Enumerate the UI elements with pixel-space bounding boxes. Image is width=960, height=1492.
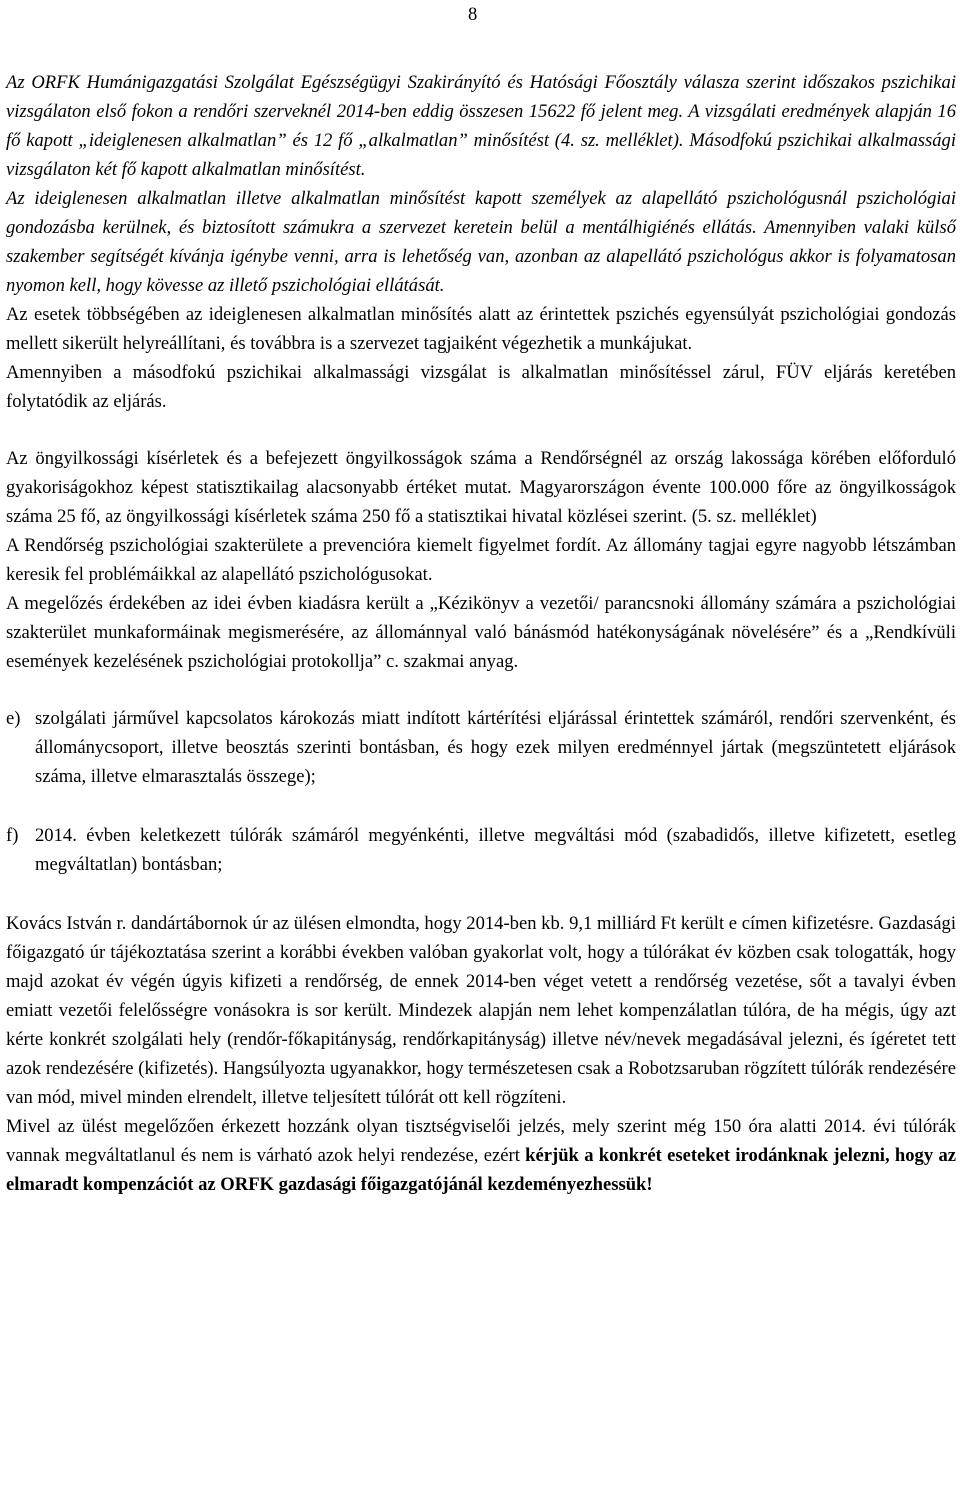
- paragraph-handbook: A megelőzés érdekében az idei évben kiadásra került a „Kézikönyv a vezetői/ parancsnoki állomány számára a pszichológiai szakterület munkaformáinak megismerésére, az állománnyal való bánásmód hatékonyságának növelésére” és a „Rendkívüli események kezelésének pszichológiai protokollja” c. szakmai anyag.: [6, 593, 956, 672]
- list-item-text: 2014. évben keletkezett túlórák számáról megyénkénti, illetve megváltási mód (szabadidős, illetve kifizetett, esetleg megváltatlan) bontásban;: [35, 825, 956, 875]
- paragraph-psychologist-care: Az ideiglenesen alkalmatlan illetve alkalmatlan minősítést kapott személyek az alapellátó pszichológusnál pszichológiai gondozásba kerülnek, és biztosított számukra a szervezet keretein belül a mentálhigiénés ellátás. Amennyiben valaki külső szakember segítségét kívánja igénybe venni, arra is lehetőség van, azonban az alapellátó pszichológus akkor is folyamatosan nyomon kell, hogy kövesse az illető pszichológiai ellátását.: [6, 188, 956, 296]
- document-body: [6, 68, 956, 1199]
- list-item-f: [6, 821, 956, 879]
- paragraph-suicide-stats: Az öngyilkossági kísérletek és a befejezett öngyilkosságok száma a Rendőrségnél az ország lakossága körében előforduló gyakoriságokhoz képest statisztikailag alacsonyabb értéket mutat. Magyarországon évente 100.000 főre az öngyilkosságok száma 25 fő, az öngyilkossági kísérletek száma 250 fő a statisztikai hivatal közlései szerint. (5. sz. melléklet): [6, 448, 956, 527]
- paragraph-majority-cases: Az esetek többségében az ideiglenesen alkalmatlan minősítés alatt az érintettek pszichés egyensúlyát pszichológiai gondozás mellett sikerült helyreállítani, és továbbra is a szervezet tagjaiként végezhetik a munkájukat.: [6, 304, 956, 354]
- paragraph-prevention: A Rendőrség pszichológiai szakterülete a prevencióra kiemelt figyelmet fordít. Az állomány tagjai egyre nagyobb létszámban keresik fel problémáikkal az alapellátó pszichológusokat.: [6, 535, 956, 585]
- paragraph-overtime-statement: Kovács István r. dandártábornok úr az ülésen elmondta, hogy 2014-ben kb. 9,1 milliárd Ft került e címen kifizetésre. Gazdasági főigazgató úr tájékoztatása szerint a korábbi években valóban gyakorlat volt, hogy a túlórákat év közben csak tologatták, hogy majd azokat év végén úgyis kifizeti a rendőrség, de ennek 2014-ben véget vetett a rendőrség vezetése, sőt a tavalyi évben emiatt vezetői felelősségre vonásokra is sor került. Mindezek alapján nem lehet kompenzálatlan túlóra, de ha mégis, úgy azt kérte konkrét szolgálati hely (rendőr-főkapitányság, rendőrkapitányság) illetve név/nevek megadásával jelezni, és ígéretet tett azok rendezésére (kifizetés). Hangsúlyozta ugyanakkor, hogy természetesen csak a Robotzsaruban rögzített túlórák rendezésére van mód, mivel minden elrendelt, illetve teljesített túlórát ott kell rögzíteni.: [6, 913, 956, 1108]
- paragraph-orfk-response: Az ORFK Humánigazgatási Szolgálat Egészségügyi Szakirányító és Hatósági Főosztály válasza szerint időszakos pszichikai vizsgálaton első fokon a rendőri szerveknél 2014-ben eddig összesen 15622 fő jelent meg. A vizsgálati eredmények alapján 16 fő kapott „ideiglenesen alkalmatlan” és 12 fő „alkalmatlan” minősítést (4. sz. melléklet). Másodfokú pszichikai alkalmassági vizsgálaton két fő kapott alkalmatlan minősítést.: [6, 72, 956, 180]
- paragraph-second-instance: Amennyiben a másodfokú pszichikai alkalmassági vizsgálat is alkalmatlan minősítéssel zárul, FÜV eljárás keretében folytatódik az eljárás.: [6, 362, 956, 412]
- page-number: 8: [468, 4, 478, 25]
- list-item-e: [6, 704, 956, 791]
- list-marker: e): [6, 708, 21, 729]
- request-bold-text: kérjük a konkrét eseteket irodánknak jelezni, hogy az elmaradt kompenzációt az ORFK gazdasági főigazgatójánál kezdeményezhessük!: [6, 1145, 957, 1195]
- list-item-text: szolgálati járművel kapcsolatos károkozás miatt indított kártérítési eljárással érintettek számáról, rendőri szervenként, és állománycsoport, illetve beosztás szerinti bontásban, és hogy ezek milyen eredménnyel jártak (megszüntetett eljárások száma, illetve elmarasztalás összege);: [35, 708, 956, 787]
- list-marker: f): [6, 825, 19, 846]
- paragraph-request: [6, 1112, 956, 1199]
- request-text: Mivel az ülést megelőzően érkezett hozzánk olyan tisztségviselői jelzés, mely szerint még 150 óra alatti 2014. évi túlórák vannak megváltatlanul és nem is várható azok helyi rendezése, ezért: [6, 1116, 956, 1166]
